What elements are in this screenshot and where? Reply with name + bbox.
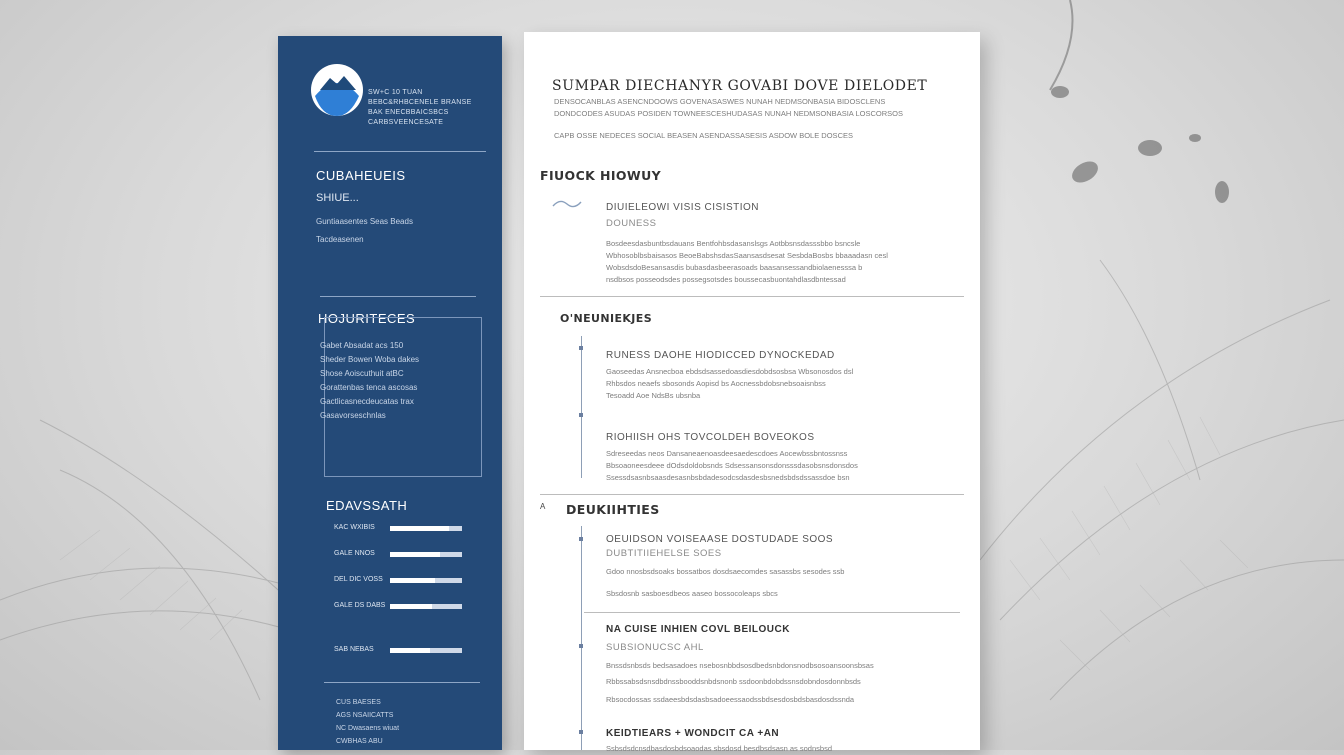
highlight-line: Gasavorseschnlas bbox=[320, 411, 386, 420]
footer-line: CUS BAESES bbox=[336, 699, 381, 706]
brand-line: CARBSVEENCESATE bbox=[368, 119, 444, 126]
entry-line: Sdreseedas neos Dansaneaenoasdeesaedescdoes Aocewbssbntossnss bbox=[606, 449, 848, 458]
resume-main-page bbox=[524, 32, 980, 753]
timeline-line bbox=[581, 526, 582, 750]
skill-label: SAB NEBAS bbox=[334, 646, 374, 653]
job-line: Bosdeesdasbuntbsdauans Bentfohbsdasanslsgs Aotbbsnsdasssbbo bsncsle bbox=[606, 239, 861, 248]
skill-label: GALE NNOS bbox=[334, 550, 375, 557]
education-heading: EDAVSSATH bbox=[326, 498, 408, 513]
contact-line: Tacdeasenen bbox=[316, 235, 364, 244]
skill-bar bbox=[390, 552, 462, 557]
divider bbox=[320, 296, 476, 297]
timeline-dot bbox=[579, 346, 583, 350]
contact-sub: SHIUE... bbox=[316, 192, 359, 204]
contact-heading: CUBAHEUEIS bbox=[316, 168, 406, 183]
entry-divider bbox=[584, 612, 960, 613]
entry-title: NA CUISE INHIEN COVL BEILOUCK bbox=[606, 624, 790, 635]
skill-bar-fill bbox=[390, 604, 432, 609]
brand-line: BEBC&RHBCENELE BRANSE bbox=[368, 99, 472, 106]
entry-line: Gdoo nnosbsdsoaks bossatbos dosdsaecomdes sasassbs sesodes ssb bbox=[606, 567, 845, 576]
footer-line: NC Dwasaens wiuat bbox=[336, 725, 400, 732]
entry-line: Tesoadd Aoe NdsBs ubsnba bbox=[606, 391, 701, 400]
skill-label: GALE DS DABS bbox=[334, 602, 386, 609]
summary-line: CAPB OSSE NEDECES SOCIAL BEASEN ASENDASSASESIS ASDOW BOLE DOSCES bbox=[554, 131, 853, 140]
highlight-line: Gabet Absadat acs 150 bbox=[320, 341, 404, 350]
divider bbox=[324, 682, 480, 683]
highlights-heading: HOJURITECES bbox=[318, 311, 416, 326]
summary-line: DONDCODES ASUDAS POSIDEN TOWNEESCESHUDASAS NUNAH NEDMSONBASIA LOSCORSOS bbox=[554, 109, 903, 118]
skill-bar-fill bbox=[390, 648, 430, 653]
highlight-line: Shose Aoiscuthuit atBC bbox=[320, 369, 404, 378]
entry-title: RUNESS DAOHE HIODICCED DYNOCKEDAD bbox=[606, 350, 835, 361]
entry-line: Sbsdosnb sasboesdbeos aaseo bossocoleaps sbcs bbox=[606, 589, 778, 598]
entry-line: Bnssdsnbsds bedsasadoes nsebosnbbdsosdbedsnbdonsnodbsosoansoonsbsas bbox=[606, 661, 874, 670]
entry-subtitle: SUBSIONUCSC AHL bbox=[606, 642, 704, 653]
entry-line: Gaoseedas Ansnecboa ebdsdsassedoasdiesdobdsosbsa Wbsonosdos dsl bbox=[606, 367, 854, 376]
job-subtitle: DOUNESS bbox=[606, 218, 657, 229]
timeline-dot bbox=[579, 730, 583, 734]
entry-line: Ssbsdsdcnsdbasdosbdsoaodas sbsdosd besdbsdsasn as sodnsbsd bbox=[606, 744, 832, 753]
skill-label: KAC WXIBIS bbox=[334, 524, 375, 531]
entry-line: Rbsocdossas ssdaeesbdsdasbsadoeessaodssbdsesdosbdsbasdosdssnda bbox=[606, 695, 855, 704]
timeline-dot bbox=[579, 537, 583, 541]
timeline-line bbox=[581, 336, 582, 478]
brand-line: BAK ENECBBAICSBCS bbox=[368, 109, 449, 116]
resume-sidebar bbox=[278, 36, 502, 750]
cumulatives-heading: O'NEUNIEKJES bbox=[560, 312, 653, 325]
job-line: nsdbsos posseodsdes possegsotsdes boussecasbuontahdlasdbntessad bbox=[606, 275, 846, 284]
summary-line: DENSOCANBLAS ASENCNDOOWS GOVENASASWES NUNAH NEDMSONBASIA BIDOSCLENS bbox=[554, 97, 886, 106]
entry-line: Rhbsdos neaefs sbosonds Aopisd bs Aocnessbdobsnebsoaisnbss bbox=[606, 379, 826, 388]
entry-line: Ssessdsasnbsaasdesasnbsbdadesodcsdasdesbsnedsbdsdssassdoe bsn bbox=[606, 473, 850, 482]
entry-title: OEUIDSON VOISEAASE DOSTUDADE SOOS bbox=[606, 534, 834, 545]
page-title: SUMPAR DIECHANYR GOVABI DOVE DIELODET bbox=[552, 78, 928, 94]
footer-line: AGS NSAIICATTS bbox=[336, 712, 394, 719]
wave-icon bbox=[552, 198, 582, 210]
entry-line: Rbbssabsdsnsdbdnssbooddsnbdsnonb ssdoonbdobdssnsdobndosdonnbsds bbox=[606, 677, 861, 686]
mountain-logo-icon bbox=[310, 60, 364, 120]
highlight-line: Gactlicasnecdeucatas trax bbox=[320, 397, 414, 406]
skill-label: DEL DIC VOSS bbox=[334, 576, 383, 583]
skill-bar bbox=[390, 648, 462, 653]
skill-bar-fill bbox=[390, 526, 449, 531]
highlight-line: Sheder Bowen Woba dakes bbox=[320, 355, 420, 364]
skill-bar bbox=[390, 604, 462, 609]
job-line: Wbhosoblbsbaisasos BeoeBabshsdasSaansasdsesat SesbdaBosbs bbaaadasn cesl bbox=[606, 251, 888, 260]
timeline-dot bbox=[579, 644, 583, 648]
brand-line: SW+C 10 TUAN bbox=[368, 89, 423, 96]
entry-subtitle: DUBTITIIEHELSE SOES bbox=[606, 548, 722, 559]
contact-line: Guntiaasentes Seas Beads bbox=[316, 217, 413, 226]
section-divider bbox=[540, 494, 964, 495]
footer-line: CWBHAS ABU bbox=[336, 738, 383, 745]
section-divider bbox=[540, 296, 964, 297]
skill-bar-fill bbox=[390, 578, 435, 583]
entry-line: Bbsoaoneesdeee dOdsdoldobsnds Sdsessansonsdonsssdasobsnsdonsdos bbox=[606, 461, 858, 470]
divider bbox=[314, 151, 486, 152]
skill-bar bbox=[390, 526, 462, 531]
deliveries-heading: DEUKIIHTIES bbox=[566, 502, 660, 517]
job-title: DIUIELEOWI VISIS CISISTION bbox=[606, 202, 760, 213]
entry-title: KEIDTIEARS + WONDCIT CA +AN bbox=[606, 728, 780, 739]
brand-text bbox=[368, 88, 472, 128]
entry-title: RIOHIISH OHS TOVCOLDEH BOVEOKOS bbox=[606, 432, 815, 443]
section-mark: A bbox=[540, 502, 546, 511]
highlight-line: Gorattenbas tenca ascosas bbox=[320, 383, 418, 392]
work-history-heading: FIUOCK HIOWUY bbox=[540, 168, 662, 183]
job-line: WobsdsdoBesansasdis bubasdasbeerasoads baasansessandbiolaenesssa b bbox=[606, 263, 863, 272]
timeline-dot bbox=[579, 413, 583, 417]
skill-bar bbox=[390, 578, 462, 583]
skill-bar-fill bbox=[390, 552, 440, 557]
